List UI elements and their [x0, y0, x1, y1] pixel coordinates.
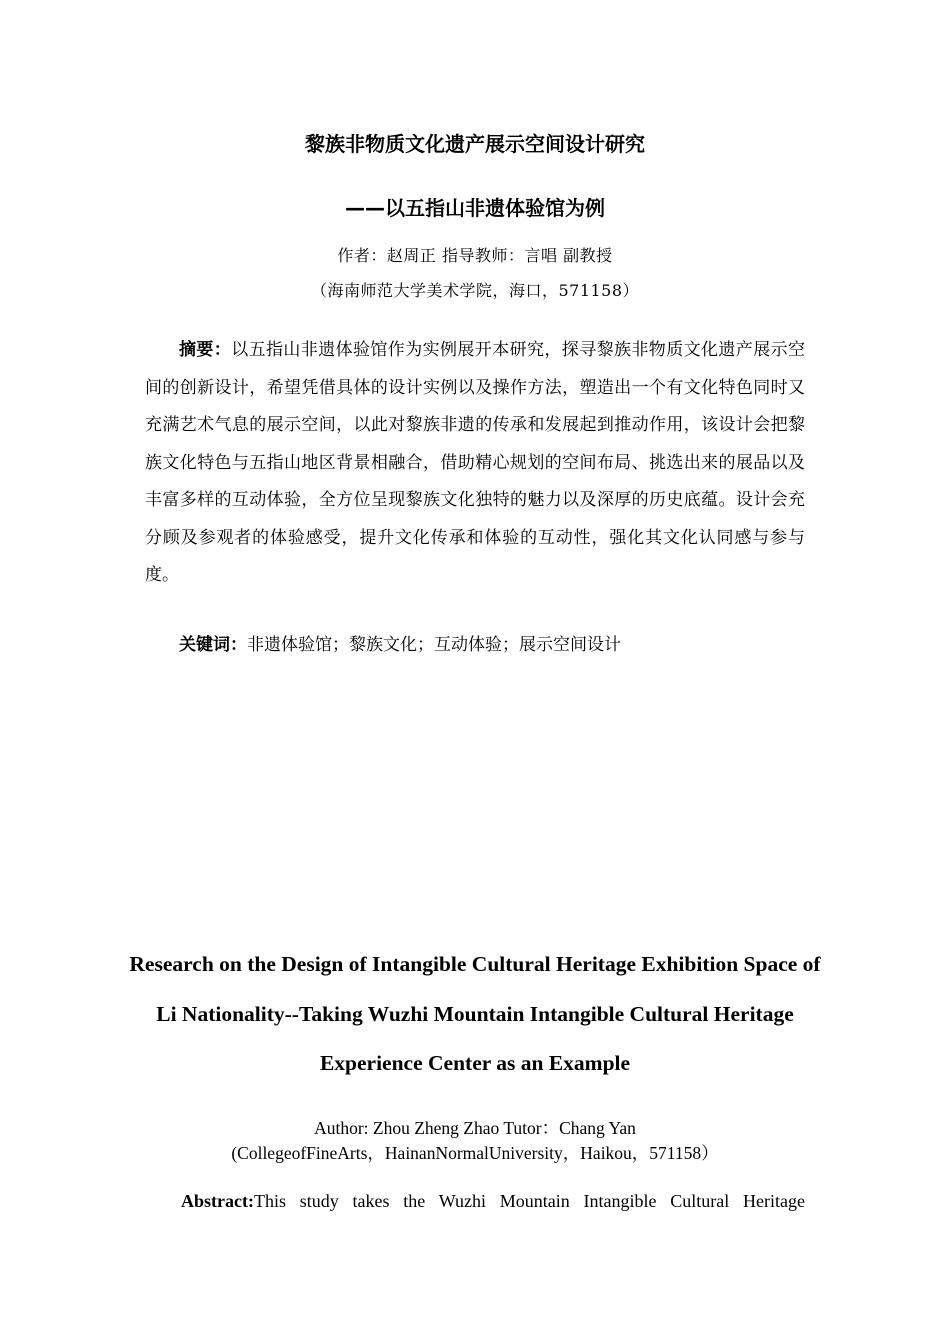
chinese-keywords-text: 非遗体验馆；黎族文化；互动体验；展示空间设计 — [247, 635, 621, 655]
chinese-title: 黎族非物质文化遗产展示空间设计研究 — [305, 132, 645, 156]
english-abstract — [145, 1186, 805, 1216]
chinese-abstract-label: 摘要： — [179, 340, 232, 360]
english-author-line: Author: Zhou Zheng Zhao Tutor：Chang Yan — [314, 1118, 636, 1138]
english-affiliation: (CollegeofFineArts，HainanNormalUniversity，Haikou，571158） — [231, 1143, 719, 1163]
english-abstract-label: Abstract: — [181, 1191, 254, 1211]
chinese-author-line: 作者：赵周正 指导教师：言唱 副教授 — [337, 246, 613, 265]
chinese-keywords-label: 关键词： — [179, 635, 247, 655]
chinese-abstract — [145, 332, 805, 595]
chinese-keywords — [145, 627, 805, 665]
chinese-affiliation: （海南师范大学美术学院，海口，571158） — [310, 281, 640, 300]
chinese-subtitle: ——以五指山非遗体验馆为例 — [345, 196, 605, 220]
english-title: Research on the Design of Intangible Cultural Heritage Exhibition Space of Li Nationality--Taking Wuzhi Mountain Intangible Cultural Heritage Experience Center as an Example — [129, 952, 821, 1075]
chinese-abstract-text: 以五指山非遗体验馆作为实例展开本研究，探寻黎族非物质文化遗产展示空间的创新设计，希望凭借具体的设计实例以及操作方法，塑造出一个有文化特色同时又充满艺术气息的展示空间，以此对黎族非遗的传承和发展起到推动作用，该设计会把黎族文化特色与五指山地区背景相融合，借助精心规划的空间布局、挑选出来的展品以及丰富多样的互动体验，全方位呈现黎族文化独特的魅力以及深厚的历史底蕴。设计会充分顾及参观者的体验感受，提升文化传承和体验的互动性，强化其文化认同感与参与度。 — [145, 340, 806, 585]
english-abstract-text: This study takes the Wuzhi Mountain Intangible Cultural Heritage — [253, 1191, 805, 1211]
